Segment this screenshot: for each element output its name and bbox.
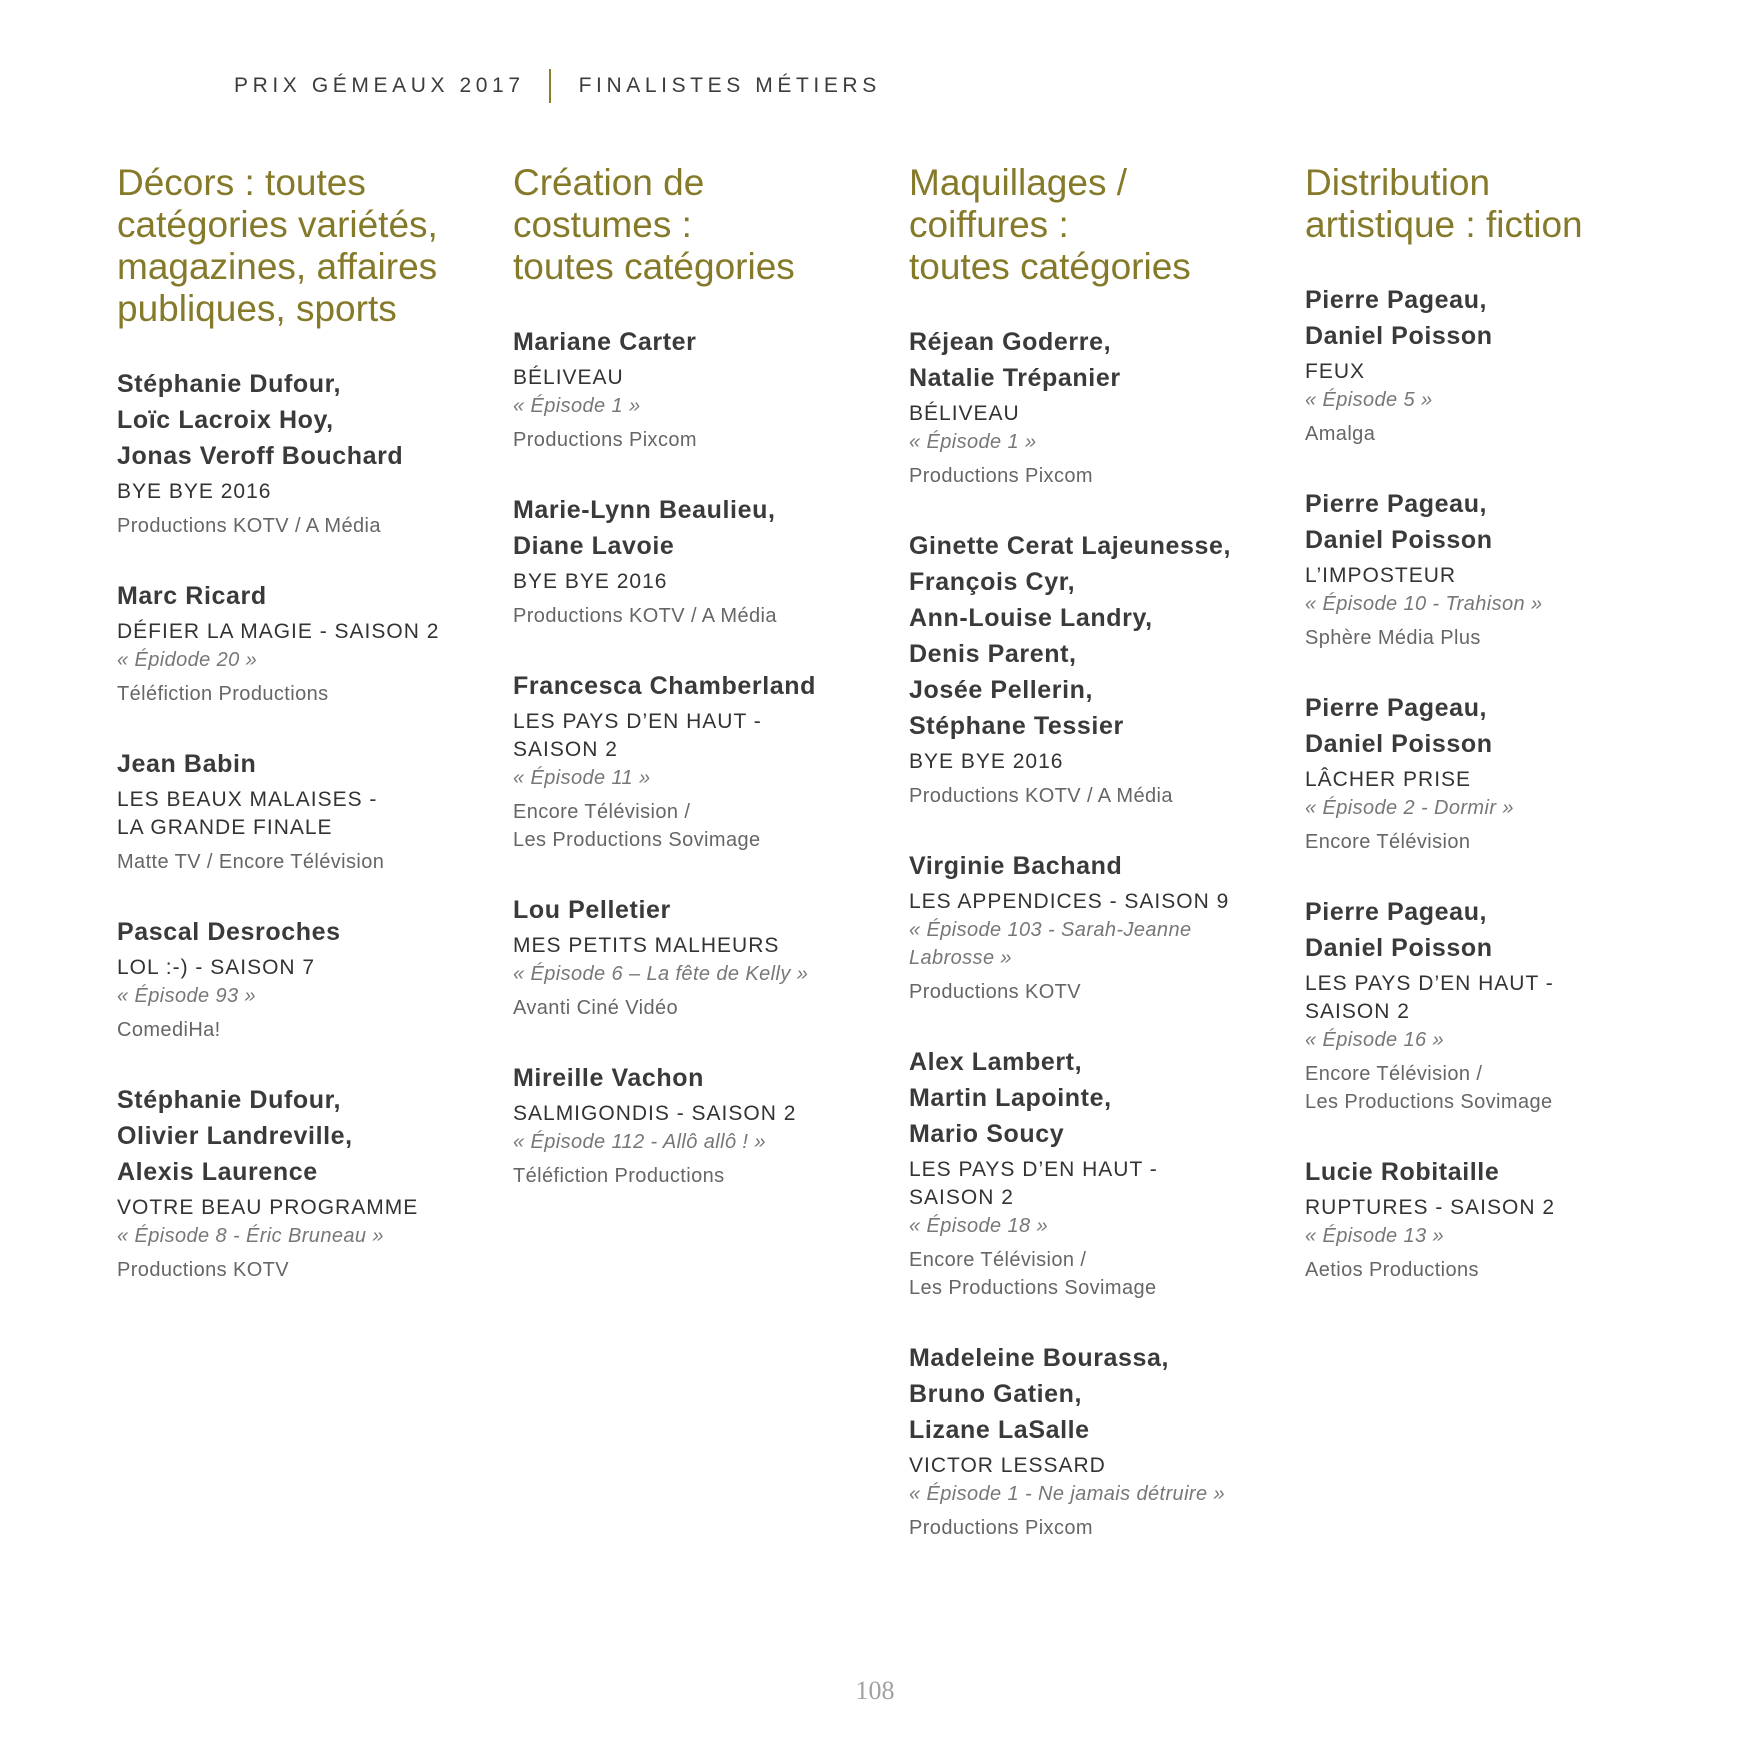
episode-title: « Épidode 20 » xyxy=(117,649,258,671)
finalist-names: Marie-Lynn Beaulieu, Diane Lavoie xyxy=(513,496,776,560)
episode-title: « Épisode 1 » xyxy=(909,431,1037,453)
production-company: Productions KOTV xyxy=(909,981,1082,1003)
finalist-names: Pascal Desroches xyxy=(117,918,341,946)
finalist-entry xyxy=(513,1060,883,1190)
production-company: Encore Télévision / Les Productions Sovimage xyxy=(909,1249,1157,1299)
finalist-entry xyxy=(117,578,487,708)
finalist-entry xyxy=(909,1340,1279,1542)
production-company: Productions KOTV / A Média xyxy=(117,515,381,537)
finalist-names: Jean Babin xyxy=(117,750,257,778)
finalist-entry xyxy=(909,528,1279,810)
episode-title: « Épisode 16 » xyxy=(1305,1029,1445,1051)
header-publication: PRIX GÉMEAUX 2017 xyxy=(234,74,525,97)
production-company: Encore Télévision / Les Productions Sovimage xyxy=(513,801,761,851)
finalist-names: Pierre Pageau, Daniel Poisson xyxy=(1305,898,1493,962)
show-title: MES PETITS MALHEURS xyxy=(513,934,780,957)
finalist-names: Lou Pelletier xyxy=(513,896,671,924)
finalist-names: Stéphanie Dufour, Loïc Lacroix Hoy, Jonas Veroff Bouchard xyxy=(117,370,404,470)
episode-title: « Épisode 8 - Éric Bruneau » xyxy=(117,1225,384,1247)
finalist-entry xyxy=(117,366,487,540)
show-title: LES PAYS D’EN HAUT - SAISON 2 xyxy=(1305,972,1554,1023)
production-company: Matte TV / Encore Télévision xyxy=(117,851,385,873)
category-column xyxy=(909,162,1279,1580)
show-title: LÂCHER PRISE xyxy=(1305,768,1472,791)
finalist-names: Stéphanie Dufour, Olivier Landreville, Alexis Laurence xyxy=(117,1086,353,1186)
episode-title: « Épisode 103 - Sarah-Jeanne Labrosse » xyxy=(909,919,1192,969)
header-section: FINALISTES MÉTIERS xyxy=(578,74,881,97)
production-company: Productions KOTV xyxy=(117,1259,290,1281)
finalist-names: Virginie Bachand xyxy=(909,852,1123,880)
show-title: BÉLIVEAU xyxy=(909,402,1020,425)
episode-title: « Épisode 13 » xyxy=(1305,1225,1445,1247)
show-title: BÉLIVEAU xyxy=(513,366,624,389)
episode-title: « Épisode 1 - Ne jamais détruire » xyxy=(909,1483,1225,1505)
show-title: BYE BYE 2016 xyxy=(513,570,668,593)
episode-title: « Épisode 11 » xyxy=(513,767,651,789)
finalist-names: Ginette Cerat Lajeunesse, François Cyr, Ann-Louise Landry, Denis Parent, Josée Pellerin, Stéphane Tessier xyxy=(909,532,1232,740)
show-title: DÉFIER LA MAGIE - SAISON 2 xyxy=(117,620,440,643)
production-company: Productions Pixcom xyxy=(909,465,1093,487)
production-company: ComediHa! xyxy=(117,1019,221,1041)
episode-title: « Épisode 1 » xyxy=(513,395,641,417)
production-company: Productions KOTV / A Média xyxy=(909,785,1173,807)
production-company: Téléfiction Productions xyxy=(117,683,329,705)
finalist-entry xyxy=(117,746,487,876)
finalist-entry xyxy=(513,668,883,854)
show-title: RUPTURES - SAISON 2 xyxy=(1305,1196,1556,1219)
production-company: Encore Télévision / Les Productions Sovimage xyxy=(1305,1063,1553,1113)
finalist-names: Pierre Pageau, Daniel Poisson xyxy=(1305,694,1493,758)
episode-title: « Épisode 5 » xyxy=(1305,389,1433,411)
page-header xyxy=(234,70,881,102)
category-title: Distribution artistique : fiction xyxy=(1305,162,1583,245)
production-company: Avanti Ciné Vidéo xyxy=(513,997,679,1019)
show-title: FEUX xyxy=(1305,360,1366,383)
show-title: BYE BYE 2016 xyxy=(117,480,272,503)
category-column xyxy=(117,162,487,1322)
finalist-names: Marc Ricard xyxy=(117,582,267,610)
episode-title: « Épisode 18 » xyxy=(909,1215,1049,1237)
finalist-entry xyxy=(513,492,883,630)
finalist-entry xyxy=(909,324,1279,490)
show-title: LOL :-) - SAISON 7 xyxy=(117,956,316,979)
show-title: L’IMPOSTEUR xyxy=(1305,564,1457,587)
production-company: Téléfiction Productions xyxy=(513,1165,725,1187)
finalist-entry xyxy=(117,914,487,1044)
episode-title: « Épisode 2 - Dormir » xyxy=(1305,797,1514,819)
finalist-entry xyxy=(1305,486,1675,652)
category-title: Création de costumes : toutes catégories xyxy=(513,162,795,287)
finalist-entry xyxy=(909,848,1279,1006)
finalist-names: Mariane Carter xyxy=(513,328,697,356)
production-company: Productions Pixcom xyxy=(909,1517,1093,1539)
show-title: LES BEAUX MALAISES - LA GRANDE FINALE xyxy=(117,788,378,839)
show-title: VOTRE BEAU PROGRAMME xyxy=(117,1196,419,1219)
finalist-names: Lucie Robitaille xyxy=(1305,1158,1500,1186)
finalist-names: Francesca Chamberland xyxy=(513,672,816,700)
page-number: 108 xyxy=(855,1676,895,1705)
show-title: BYE BYE 2016 xyxy=(909,750,1064,773)
finalist-entry xyxy=(1305,282,1675,448)
category-column xyxy=(1305,162,1675,1322)
finalist-entry xyxy=(117,1082,487,1284)
finalist-names: Pierre Pageau, Daniel Poisson xyxy=(1305,286,1493,350)
header-divider xyxy=(549,69,551,103)
finalist-entry xyxy=(1305,1154,1675,1284)
production-company: Productions KOTV / A Média xyxy=(513,605,777,627)
episode-title: « Épisode 93 » xyxy=(117,985,257,1007)
finalist-names: Pierre Pageau, Daniel Poisson xyxy=(1305,490,1493,554)
finalist-names: Alex Lambert, Martin Lapointe, Mario Soucy xyxy=(909,1048,1112,1148)
episode-title: « Épisode 6 – La fête de Kelly » xyxy=(513,963,809,985)
finalist-names: Réjean Goderre, Natalie Trépanier xyxy=(909,328,1121,392)
finalist-entry xyxy=(513,324,883,454)
production-company: Amalga xyxy=(1305,423,1376,445)
show-title: SALMIGONDIS - SAISON 2 xyxy=(513,1102,797,1125)
category-title: Décors : toutes catégories variétés, magazines, affaires publiques, sports xyxy=(117,162,438,329)
category-title: Maquillages / coiffures : toutes catégories xyxy=(909,162,1191,287)
finalist-names: Madeleine Bourassa, Bruno Gatien, Lizane LaSalle xyxy=(909,1344,1170,1444)
finalist-names: Mireille Vachon xyxy=(513,1064,705,1092)
show-title: LES APPENDICES - SAISON 9 xyxy=(909,890,1230,913)
category-column xyxy=(513,162,883,1228)
episode-title: « Épisode 112 - Allô allô ! » xyxy=(513,1131,766,1153)
finalist-entry xyxy=(1305,690,1675,856)
production-company: Aetios Productions xyxy=(1305,1259,1479,1281)
show-title: LES PAYS D’EN HAUT - SAISON 2 xyxy=(909,1158,1158,1209)
production-company: Encore Télévision xyxy=(1305,831,1471,853)
production-company: Productions Pixcom xyxy=(513,429,697,451)
show-title: VICTOR LESSARD xyxy=(909,1454,1106,1477)
episode-title: « Épisode 10 - Trahison » xyxy=(1305,593,1543,615)
finalist-entry xyxy=(1305,894,1675,1116)
finalist-entry xyxy=(513,892,883,1022)
finalist-entry xyxy=(909,1044,1279,1302)
production-company: Sphère Média Plus xyxy=(1305,627,1481,649)
show-title: LES PAYS D’EN HAUT - SAISON 2 xyxy=(513,710,762,761)
